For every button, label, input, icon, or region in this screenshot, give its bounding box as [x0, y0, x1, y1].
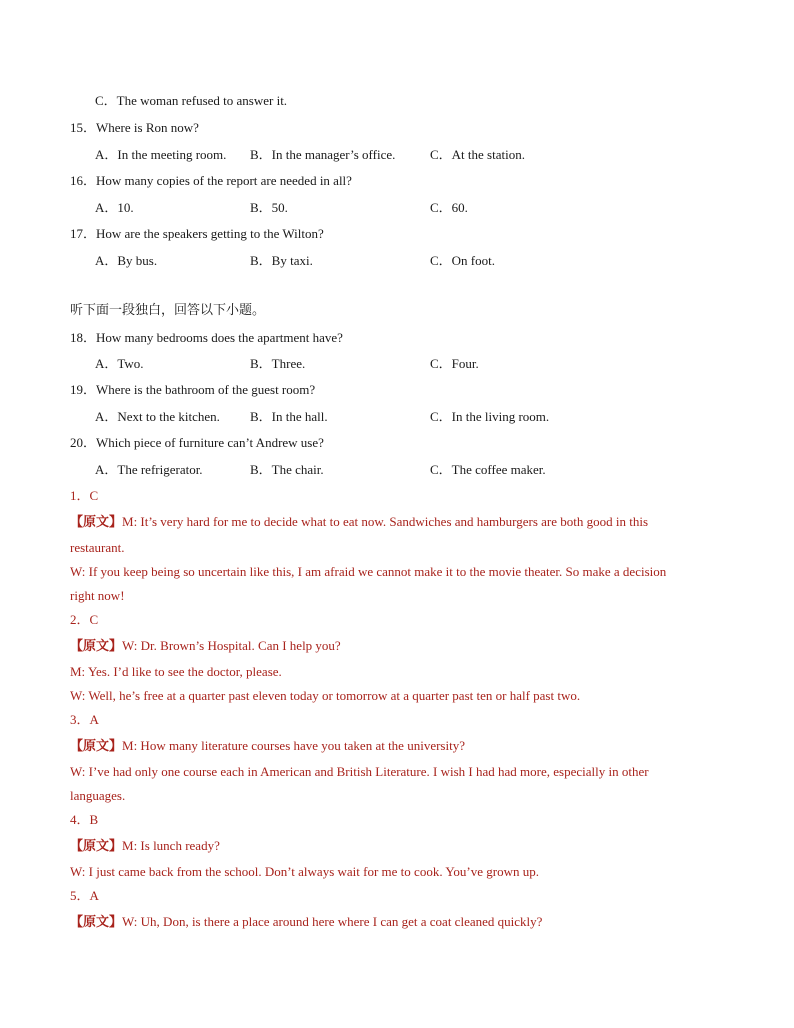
q20-option-a: A．The refrigerator.: [95, 462, 203, 477]
question-text: Which piece of furniture can’t Andrew use?: [96, 435, 324, 450]
transcript-text: M: How many literature courses have you taken at the university?: [122, 738, 465, 753]
section-instruction: 听下面一段独白，回答以下小题。: [70, 303, 266, 318]
transcript-2-line-2: M: Yes. I’d like to see the doctor, please.: [70, 664, 282, 679]
transcript-text: W: Uh, Don, is there a place around here where I can get a coat cleaned quickly?: [122, 914, 543, 929]
question-20: [70, 435, 324, 451]
question-number: 20．: [70, 435, 97, 450]
transcript-tag: 【原文】: [70, 915, 123, 930]
answer-key-3: 3．A: [70, 712, 99, 727]
question-number: 17．: [70, 226, 97, 241]
transcript-2-line-3: W: Well, he’s free at a quarter past eleven today or tomorrow at a quarter past ten or half past two.: [70, 688, 581, 703]
q18-option-a: A．Two.: [95, 356, 144, 371]
transcript-text: W: Dr. Brown’s Hospital. Can I help you?: [122, 638, 341, 653]
question-text: Where is Ron now?: [96, 120, 199, 135]
transcript-3-line-1: [70, 738, 465, 755]
question-15: [70, 120, 199, 136]
answer-key-1: 1．C: [70, 488, 99, 503]
question-16: [70, 173, 352, 189]
question-text: How many copies of the report are needed in all?: [96, 173, 352, 188]
q20-option-b: B．The chair.: [250, 462, 324, 477]
question-number: 19．: [70, 382, 97, 397]
question-text: How many bedrooms does the apartment have?: [96, 330, 343, 345]
q17-option-b: B．By taxi.: [250, 253, 313, 268]
transcript-1-line-1: [70, 514, 648, 531]
q19-option-c: C．In the living room.: [430, 409, 550, 424]
q15-option-b: B．In the manager’s office.: [250, 147, 396, 162]
transcript-1-line-3: W: If you keep being so uncertain like this, I am afraid we cannot make it to the movie theater. So make a decision: [70, 564, 667, 579]
transcript-text: M: Is lunch ready?: [122, 838, 220, 853]
answer-key-4: 4．B: [70, 812, 99, 827]
q17-option-a: A．By bus.: [95, 253, 158, 268]
q20-option-c: C．The coffee maker.: [430, 462, 546, 477]
question-number: 18．: [70, 330, 97, 345]
question-text: How are the speakers getting to the Wilton?: [96, 226, 324, 241]
transcript-1-line-4: right now!: [70, 588, 125, 603]
q16-option-c: C．60.: [430, 200, 468, 215]
transcript-tag: 【原文】: [70, 739, 123, 754]
q18-option-b: B．Three.: [250, 356, 306, 371]
transcript-text: M: It’s very hard for me to decide what to eat now. Sandwiches and hamburgers are both good in this: [122, 514, 649, 529]
transcript-tag: 【原文】: [70, 639, 123, 654]
question-19: [70, 382, 315, 398]
q19-option-a: A．Next to the kitchen.: [95, 409, 220, 424]
q15-option-a: A．In the meeting room.: [95, 147, 227, 162]
question-17: [70, 226, 324, 242]
q17-option-c: C．On foot.: [430, 253, 496, 268]
transcript-tag: 【原文】: [70, 515, 123, 530]
q18-option-c: C．Four.: [430, 356, 479, 371]
transcript-5-line-1: [70, 914, 542, 931]
transcript-1-line-2: restaurant.: [70, 540, 125, 555]
question-number: 16．: [70, 173, 97, 188]
transcript-4-line-1: [70, 838, 220, 855]
transcript-3-line-2: W: I’ve had only one course each in American and British Literature. I wish I had had more, especially in other: [70, 764, 649, 779]
q15-option-c: C．At the station.: [430, 147, 525, 162]
question-text: Where is the bathroom of the guest room?: [96, 382, 316, 397]
answer-key-5: 5．A: [70, 888, 99, 903]
question-18: [70, 330, 343, 346]
q19-option-b: B．In the hall.: [250, 409, 328, 424]
answer-key-2: 2．C: [70, 612, 99, 627]
q16-option-b: B．50.: [250, 200, 288, 215]
transcript-4-line-2: W: I just came back from the school. Don’t always wait for me to cook. You’ve grown up.: [70, 864, 539, 879]
q14-option-c: C．The woman refused to answer it.: [95, 93, 288, 108]
q16-option-a: A．10.: [95, 200, 134, 215]
transcript-3-line-3: languages.: [70, 788, 126, 803]
question-number: 15．: [70, 120, 97, 135]
transcript-tag: 【原文】: [70, 839, 123, 854]
transcript-2-line-1: [70, 638, 341, 655]
